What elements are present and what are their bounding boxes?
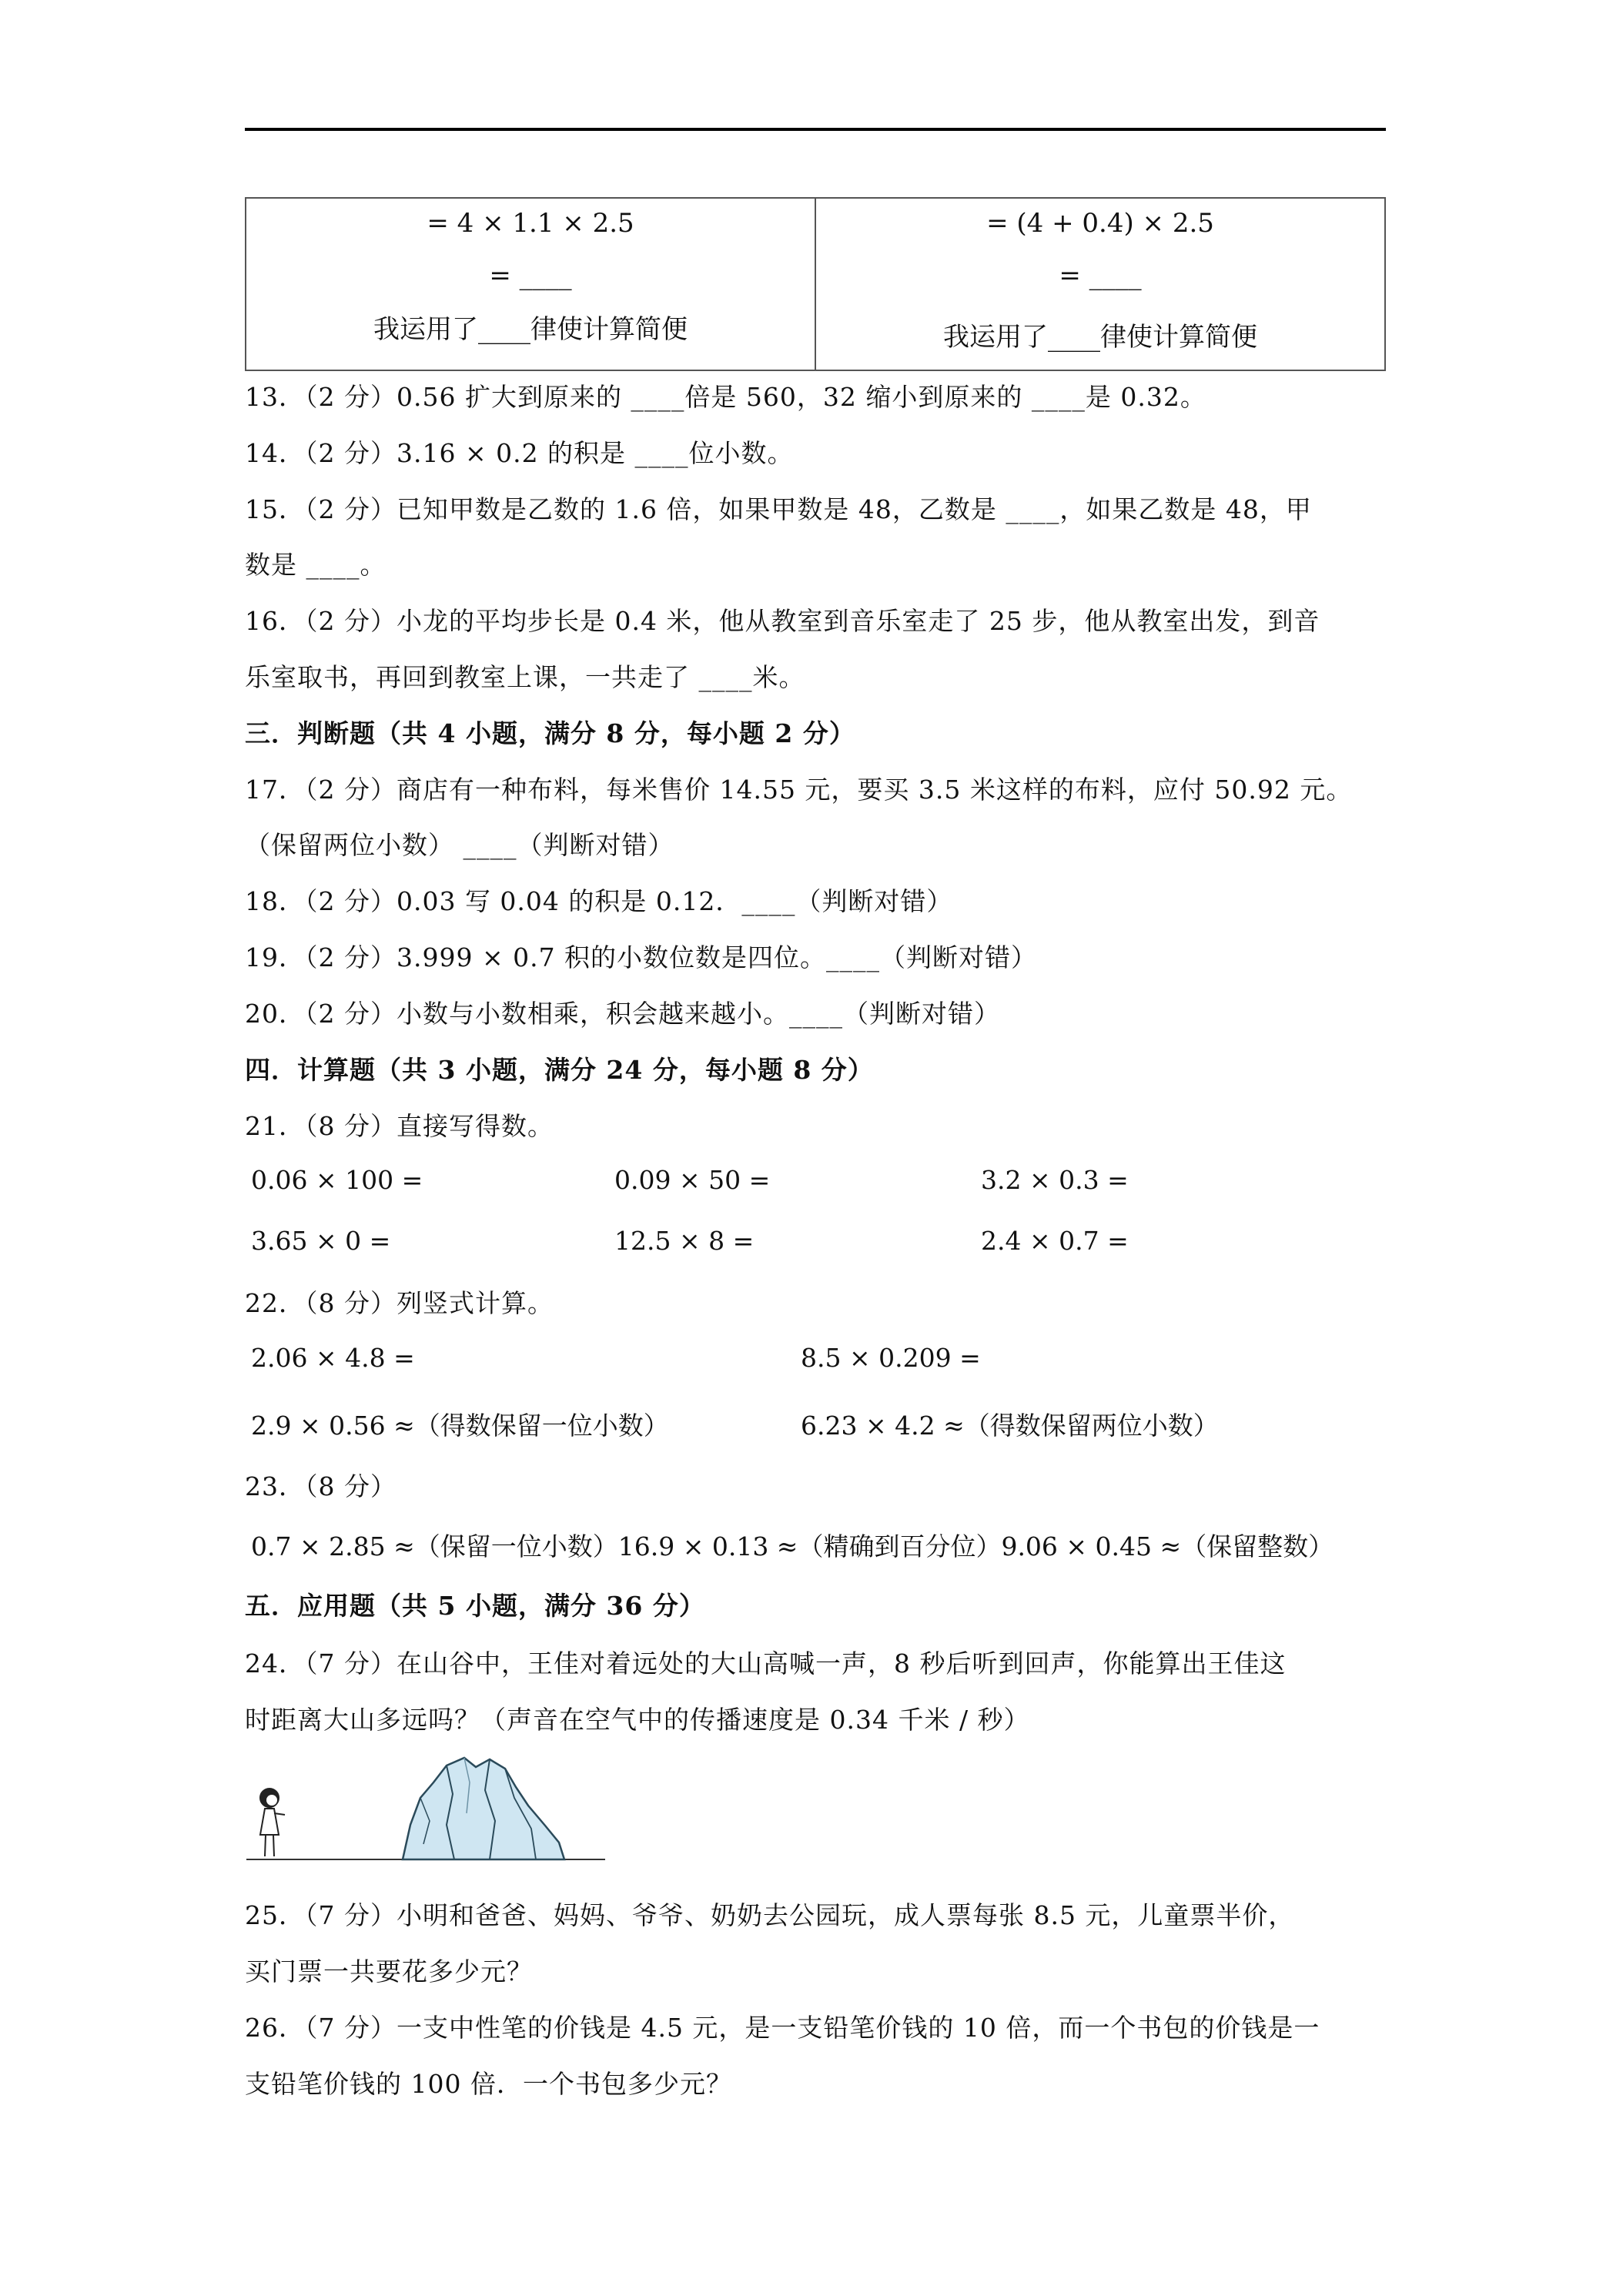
calc-item: 2.4 × 0.7 = xyxy=(981,1226,1129,1256)
question-23: 23．（8 分） xyxy=(245,1471,397,1501)
question-25-line2: 买门票一共要花多少元？ xyxy=(245,1956,533,1986)
calc-item: 6.23 × 4.2 ≈（得数保留两位小数） xyxy=(801,1411,1219,1441)
question-26-line2: 支铅笔价钱的 100 倍．一个书包多少元？ xyxy=(245,2069,732,2099)
table-cell-left xyxy=(246,199,815,370)
table-left-line2: = ____ xyxy=(489,260,572,291)
table-cell-right xyxy=(815,199,1384,370)
calc-item: 3.65 × 0 = xyxy=(251,1226,391,1256)
question-22: 22．（8 分）列竖式计算。 xyxy=(245,1288,554,1318)
question-16-line1: 16．（2 分）小龙的平均步长是 0.4 米，他从教室到音乐室走了 25 步，他从教室出发，到音 xyxy=(245,606,1320,636)
question-26-line1: 26．（7 分）一支中性笔的价钱是 4.5 元，是一支铅笔价钱的 10 倍，而一个书包的价钱是一 xyxy=(245,2013,1320,2043)
question-13: 13．（2 分）0.56 扩大到原来的 ____倍是 560，32 缩小到原来的 ____是 0.32。 xyxy=(245,382,1206,412)
simplification-table xyxy=(245,197,1386,371)
table-right-line3: 我运用了____律使计算简便 xyxy=(943,322,1257,353)
section-5-heading: 五．应用题（共 5 小题，满分 36 分） xyxy=(245,1591,705,1621)
table-right-line2: = ____ xyxy=(1059,260,1142,291)
calc-item: 2.9 × 0.56 ≈（得数保留一位小数） xyxy=(251,1411,669,1441)
table-left-line3: 我运用了____律使计算简便 xyxy=(373,314,688,345)
calc-row: 0.7 × 2.85 ≈（保留一位小数）16.9 × 0.13 ≈（精确到百分位）9.06 × 0.45 ≈（保留整数） xyxy=(251,1531,1334,1561)
question-21: 21．（8 分）直接写得数。 xyxy=(245,1111,554,1141)
question-24-line1: 24．（7 分）在山谷中，王佳对着远处的大山高喊一声，8 秒后听到回声，你能算出王佳这 xyxy=(245,1648,1287,1678)
question-18: 18．（2 分）0.03 写 0.04 的积是 0.12．____（判断对错） xyxy=(245,886,953,916)
calc-item: 0.06 × 100 = xyxy=(251,1165,423,1195)
question-19: 19．（2 分）3.999 × 0.7 积的小数位数是四位。____（判断对错） xyxy=(245,942,1038,972)
question-16-line2: 乐室取书，再回到教室上课，一共走了 ____米。 xyxy=(245,662,805,692)
calc-item: 2.06 × 4.8 = xyxy=(251,1343,415,1373)
question-17-line1: 17．（2 分）商店有一种布料，每米售价 14.55 元，要买 3.5 米这样的布料，应付 50.92 元。 xyxy=(245,775,1353,805)
question-17-line2: （保留两位小数） ____（判断对错） xyxy=(245,830,674,860)
section-3-heading: 三．判断题（共 4 小题，满分 8 分，每小题 2 分） xyxy=(245,718,855,748)
question-15-line2: 数是 ____。 xyxy=(245,550,387,580)
question-15-line1: 15．（2 分）已知甲数是乙数的 1.6 倍，如果甲数是 48，乙数是 ____，如果乙数是 48，甲 xyxy=(245,494,1312,524)
mountain-figure xyxy=(403,1758,564,1859)
girl-and-mountain-illustration xyxy=(245,1752,607,1867)
section-4-heading: 四．计算题（共 3 小题，满分 24 分，每小题 8 分） xyxy=(245,1055,874,1085)
calc-item: 3.2 × 0.3 = xyxy=(981,1165,1129,1195)
question-25-line1: 25．（7 分）小明和爸爸、妈妈、爷爷、奶奶去公园玩，成人票每张 8.5 元，儿童票半价， xyxy=(245,1900,1295,1930)
table-left-line1: = 4 × 1.1 × 2.5 xyxy=(427,208,634,239)
header-rule xyxy=(245,128,1386,131)
calc-item: 8.5 × 0.209 = xyxy=(801,1343,981,1373)
question-24-line2: 时距离大山多远吗？（声音在空气中的传播速度是 0.34 千米 / 秒） xyxy=(245,1705,1030,1735)
table-right-line1: = (4 + 0.4) × 2.5 xyxy=(986,208,1214,239)
question-14: 14．（2 分）3.16 × 0.2 的积是 ____位小数。 xyxy=(245,438,794,468)
question-20: 20．（2 分）小数与小数相乘，积会越来越小。____（判断对错） xyxy=(245,999,1000,1029)
calc-item: 0.09 × 50 = xyxy=(614,1165,771,1195)
girl-figure xyxy=(260,1789,285,1856)
calc-item: 12.5 × 8 = xyxy=(614,1226,755,1256)
